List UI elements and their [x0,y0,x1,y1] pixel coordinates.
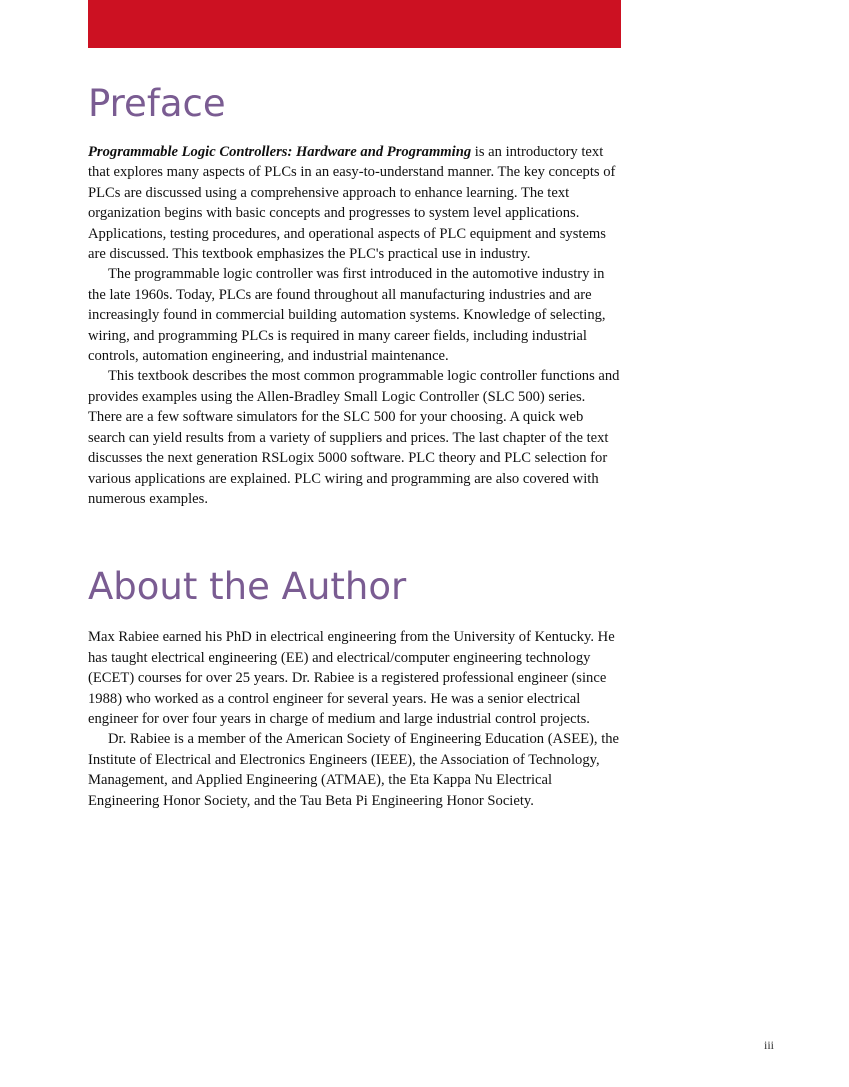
author-paragraph-1: Max Rabiee earned his PhD in electrical engineering from the University of Kentucky. He has taught electrical engineering (EE) and electrical/computer engineering technology (ECET) courses for over 25 years. Dr. Rabiee is a registered professional engineer (since 1988) who worked as a control engineer for several years. He was a senior electrical engineer for over four years in charge of medium and large industrial control projects. [88,629,615,727]
about-the-author-heading: About the Author [88,565,407,609]
preface-paragraph-2: The programmable logic controller was first introduced in the automotive industry in the late 1960s. Today, PLCs are found throughout all manufacturing industries and are increasingly found in commercial building automation systems. Knowledge of selecting, wiring, and programming PLCs is required in many career fields, including industrial controls, automation engineering, and industrial maintenance. [88,266,606,365]
preface-paragraph-3: This textbook describes the most common programmable logic controller functions and provides examples using the Allen-Bradley Small Logic Controller (SLC 500) series. There are a few software simulators for the SLC 500 for your choosing. A quick web search can yield results from a variety of suppliers and prices. The last chapter of the text discusses the next generation RSLogix 5000 software. PLC theory and PLC selection for various applications are explained. PLC wiring and programming are also covered with numerous examples. [88,368,620,507]
page-number: iii [764,1038,775,1052]
page-content [88,76,622,811]
author-paragraph-2: Dr. Rabiee is a member of the American Society of Engineering Education (ASEE), the Institute of Electrical and Electronics Engineers (IEEE), the Association of Technology, Management, and Applied Engineering (ATMAE), the Eta Kappa Nu Electrical Engineering Honor Society, and the Tau Beta Pi Engineering Honor Society. [88,731,620,809]
preface-heading: Preface [88,82,226,125]
preface-paragraph-1 [88,142,622,264]
preface-paragraph-1-rest: is an introductory text that explores many aspects of PLCs in an easy-to-understand manner. The key concepts of PLCs are discussed using a comprehensive approach to enhance learning. The text organization begins with basic concepts and progresses to system level applications. Applications, testing procedures, and operational aspects of PLC equipment and systems are discussed. This textbook emphasizes the PLC's practical use in industry. [88,144,616,263]
page-header-accent-bar [88,0,621,48]
book-title: Programmable Logic Controllers: Hardware and Programming [88,144,472,160]
